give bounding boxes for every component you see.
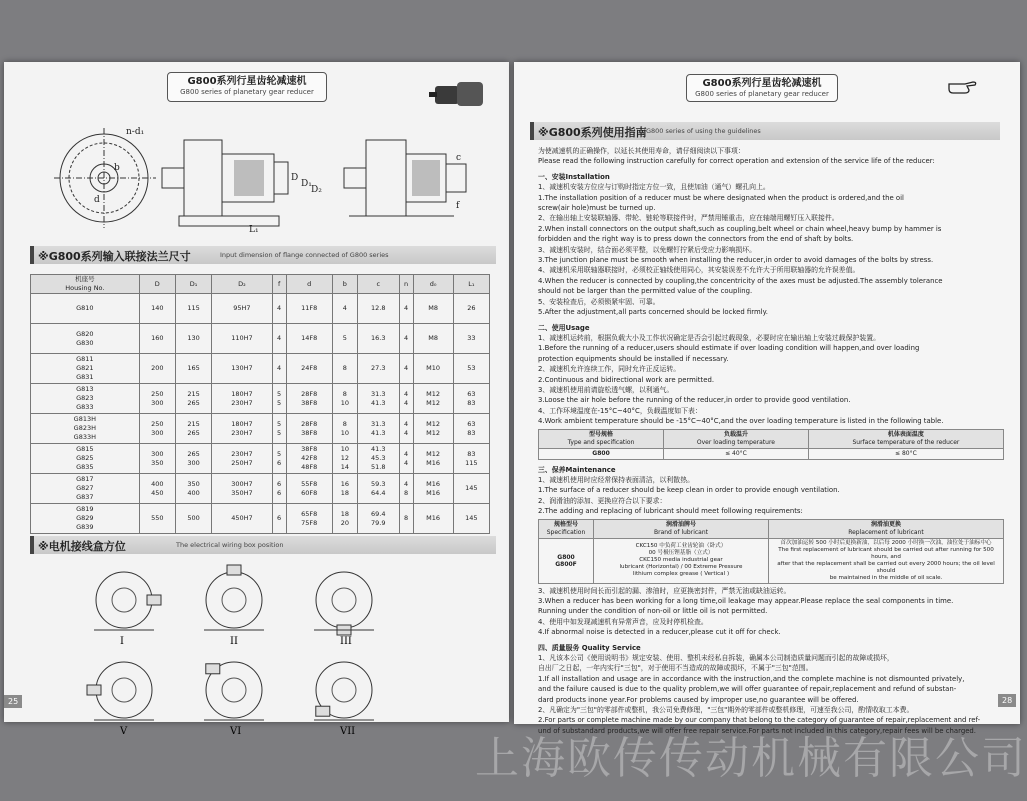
temp-header: 负载温升: [723, 430, 748, 438]
table-cell: 6: [272, 504, 286, 534]
dim-f-label: f: [456, 201, 460, 211]
wiring-position-diagram: [314, 572, 374, 647]
wiring-section-subtitle: The electrical wiring box position: [176, 541, 284, 549]
right-header-title: G800系列行星齿轮减速机: [702, 78, 822, 89]
table-cell: 400 450: [139, 474, 175, 504]
table-cell: 33: [453, 324, 489, 354]
wiring-position-label: I: [120, 636, 124, 647]
table-header-cell: c: [357, 275, 399, 294]
table-cell: 63 83: [453, 384, 489, 414]
table-cell: 160: [139, 324, 175, 354]
guide-line: dard products inone year.For problems caused by improper use,no guarantee will be offered.: [538, 695, 859, 704]
guide-line: 1.The installation position of a reducer must be where designated when the product is ordered,and the oil: [538, 193, 904, 202]
table-cell: M16: [413, 504, 453, 534]
dim-d-label: d: [94, 195, 100, 205]
table-cell: 31.3 41.3: [357, 414, 399, 444]
table-cell: G811 G821 G831: [31, 354, 140, 384]
wiring-box-diagrams: [84, 562, 444, 742]
lube-header-en: Specification: [546, 528, 586, 536]
table-cell: 200: [139, 354, 175, 384]
table-cell: 145: [453, 504, 489, 534]
table-cell: 5 5: [272, 384, 286, 414]
right-header-subtitle: G800 series of planetary gear reducer: [695, 90, 829, 98]
table-row: [31, 474, 490, 504]
wiring-section-header: [30, 536, 496, 554]
guide-line: 一、安装Installation: [538, 172, 610, 181]
guide-line: 4、工作环境温度在-15°C~40°C，负载温度如下表：: [538, 406, 702, 415]
left-header: [167, 72, 327, 102]
guide-line: protection equipments should be installed if necessary.: [538, 354, 729, 363]
table-cell: 300 350: [139, 444, 175, 474]
guide-line: 5、安装检查后，必须锁紧牢固、可靠。: [538, 297, 660, 306]
table-cell: 4: [332, 294, 357, 324]
guide-section-title: ※G800系列使用指南: [538, 126, 647, 139]
wiring-position-diagram: [204, 565, 264, 647]
table-cell: 59.3 64.4: [357, 474, 399, 504]
lubricant-table: [538, 519, 1004, 584]
guide-line: 2、减速机允许连续工作，同时允许正反运转。: [538, 365, 681, 374]
table-cell: 8 10: [332, 384, 357, 414]
temp-header-en: Surface temperature of the reducer: [852, 438, 960, 446]
table-cell: 215 265: [175, 414, 211, 444]
table-cell: 31.3 41.3: [357, 384, 399, 414]
flange-section-title: ※G800系列输入联接法兰尺寸: [38, 250, 191, 263]
guide-line: 2.Continuous and bidirectional work are permitted.: [538, 375, 715, 384]
temp-cell: ≤ 40°C: [664, 448, 809, 459]
table-cell: 215 265: [175, 384, 211, 414]
table-cell: 83 115: [453, 444, 489, 474]
table-cell: 4: [399, 324, 413, 354]
table-header-cell: D₂: [212, 275, 273, 294]
wiring-position-label: VII: [340, 726, 356, 737]
table-cell: 180H7 230H7: [212, 414, 273, 444]
table-cell: 265 300: [175, 444, 211, 474]
left-header-subtitle: G800 series of planetary gear reducer: [180, 88, 314, 96]
guide-line: 1.The surface of a reducer should be keep clean in order to provide enough ventilation.: [538, 486, 840, 495]
table-cell: M10: [413, 354, 453, 384]
table-cell: 16.3: [357, 324, 399, 354]
table-cell: 8: [332, 354, 357, 384]
wiring-position-diagram: [87, 662, 154, 737]
table-cell: 230H7 250H7: [212, 444, 273, 474]
guide-line: und of substandard products,we will offer free repair service.For parts not included in this category,repair fees will be charged.: [538, 726, 976, 735]
table-cell: 4 4: [399, 384, 413, 414]
table-cell: 4 4: [399, 444, 413, 474]
table-cell: 4: [272, 324, 286, 354]
table-row: [31, 294, 490, 324]
guide-line: 3.When a reducer has been working for a long time,oil leakage may appear.Please replace the seal components in time.: [538, 597, 954, 605]
lube-cell: 首次加油运转 500 小时后更换新油，以后每 2000 小时换一次油，油位处于油标中心 The first replacement of lubricant should be carried out after running for 500 hours, and after that the replacement shall be carried out every 2000 hours; the oil level should be maintained in the middle of oil scale.: [769, 538, 1004, 583]
flange-section-subtitle: Input dimension of flange connected of G800 series: [220, 251, 389, 259]
table-header-cell: n: [399, 275, 413, 294]
dimension-drawings: [44, 120, 484, 240]
dim-D2-label: D₂: [311, 185, 322, 195]
table-cell: M12 M12: [413, 414, 453, 444]
guide-line: 1、减速机使用时应经常保持表面清洁，以利散热。: [538, 475, 694, 484]
temperature-table: [538, 429, 1004, 460]
temp-header-en: Over loading temperature: [696, 438, 775, 446]
table-header-cell: L₁: [453, 275, 489, 294]
guide-line: and the failure caused is due to the quality problem,we will offer guarantee of repair,replacement and refund of substan-: [538, 685, 957, 694]
table-header-cell: d: [286, 275, 332, 294]
guide-line: 1、减速机安装方位应与订购时指定方位一致，且使加油（通气）螺孔向上。: [538, 183, 770, 192]
guide-line: 2、润滑油的添加、更换应符合以下要求：: [538, 496, 667, 505]
guide-line: 三、保养Maintenance: [538, 465, 616, 474]
table-row: [31, 504, 490, 534]
table-cell: 500: [175, 504, 211, 534]
table-cell: 115: [175, 294, 211, 324]
flange-section-header: [30, 246, 496, 264]
table-cell: M12 M12: [413, 384, 453, 414]
table-cell: 11F8: [286, 294, 332, 324]
lube-cell: CKC150 中负荷工业齿轮油（卧式） 00 号极压锂基脂（立式） CKC150 media industrial gear lubricant (Horizontal) / 00 Extreme Pressure lithium complex grease ( Vertical ): [594, 538, 769, 583]
guide-line: 2.The adding and replacing of lubricant should meet following requirements:: [538, 507, 803, 516]
guide-line: 3.Loose the air hole before the running of the reducer,in order to provide good ventilation.: [538, 396, 851, 405]
table-cell: 450H7: [212, 504, 273, 534]
guide-line: forbidden and the right way is to press down the connectors from the end of shaft by bolts.: [538, 235, 854, 244]
guide-line: 4、减速机采用联轴器联接时，必须校正轴线使用同心，其安装误差不允许大于所用联轴器的允许误差值。: [538, 266, 860, 275]
dim-nd-label: n-d₁: [126, 127, 145, 137]
table-cell: 4 4: [399, 414, 413, 444]
flange-dimension-table: [30, 274, 490, 534]
guide-line: 自出厂之日起，一年内实行"三包"，对于使用不当造成的故障或损坏，不属于"三包"范围。: [538, 664, 813, 673]
lube-header-en: Brand of lubricant: [653, 528, 708, 536]
table-cell: 69.4 79.9: [357, 504, 399, 534]
right-page: [514, 62, 1020, 735]
table-cell: 300H7 350H7: [212, 474, 273, 504]
guide-line: screw(air hole)must be turned up.: [538, 204, 656, 213]
dim-D1-label: D₁: [301, 179, 312, 189]
table-cell: G817 G827 G837: [31, 474, 140, 504]
guide-section-header: [530, 122, 1000, 140]
table-cell: 14F8: [286, 324, 332, 354]
temp-cell: ≤ 80°C: [808, 448, 1003, 459]
table-cell: 55F8 60F8: [286, 474, 332, 504]
left-page-number: 25: [4, 695, 22, 708]
table-cell: 5 5: [272, 414, 286, 444]
table-cell: 12.8: [357, 294, 399, 324]
left-header-title: G800系列行星齿轮减速机: [187, 76, 307, 87]
table-cell: G813 G823 G833: [31, 384, 140, 414]
guide-line: should not be larger than the permitted value of the coupling.: [538, 287, 753, 296]
table-cell: 24F8: [286, 354, 332, 384]
guide-line: Please read the following instruction carefully for correct operation and extension of the service life of the reducer:: [538, 157, 935, 166]
table-cell: 63 83: [453, 414, 489, 444]
guide-line: 3、减速机使用前请旋松透气螺，以利通气。: [538, 385, 674, 394]
table-row: [31, 444, 490, 474]
table-cell: 4: [399, 294, 413, 324]
guide-line: 2.When install connectors on the output shaft,such as coupling,belt wheel or chain wheel,heavy bump by hammer is: [538, 224, 942, 233]
table-cell: 10 12 14: [332, 444, 357, 474]
table-cell: 38F8 42F8 48F8: [286, 444, 332, 474]
table-cell: G815 G825 G835: [31, 444, 140, 474]
table-cell: 110H7: [212, 324, 273, 354]
table-header-cell: d₀: [413, 275, 453, 294]
dim-l1-label: L₁: [249, 225, 259, 235]
table-header-cell: D: [139, 275, 175, 294]
table-cell: 5: [332, 324, 357, 354]
wiring-position-diagram: [94, 572, 161, 647]
lube-cell: G800 G800F: [539, 538, 594, 583]
table-cell: 53: [453, 354, 489, 384]
table-cell: M12 M16: [413, 444, 453, 474]
table-cell: 41.3 45.3 51.8: [357, 444, 399, 474]
table-row: [31, 414, 490, 444]
lube-header: 润滑油牌号: [665, 520, 696, 528]
reducer-product-icon: [429, 76, 489, 112]
table-cell: 4: [399, 354, 413, 384]
guide-line: 3、减速机安装时，结合面必须平整，以免螺钉拧紧后受应力影响损坏。: [538, 245, 756, 254]
guide-line: 为使减速机的正确操作，以延长其使用寿命，请仔细阅读以下事项：: [538, 147, 745, 155]
wiring-position-label: V: [120, 726, 128, 737]
temp-header: 型号规格: [589, 430, 614, 438]
table-cell: 250 300: [139, 384, 175, 414]
table-cell: M8: [413, 324, 453, 354]
table-row: [31, 324, 490, 354]
table-header-cell: D₁: [175, 275, 211, 294]
pointing-hand-icon: [947, 76, 979, 96]
temp-header: 机体表面温度: [887, 430, 924, 438]
guide-line: Running under the condition of non-oil or little oil is not permitted.: [538, 607, 768, 616]
dim-D-label: D: [291, 173, 299, 183]
table-cell: 165: [175, 354, 211, 384]
guide-line: 1.If all installation and usage are in accordance with the instruction,and the complete machine is not dismounted privately,: [538, 674, 965, 683]
wiring-position-label: VI: [230, 726, 242, 737]
table-cell: 8: [399, 504, 413, 534]
table-cell: 16 18: [332, 474, 357, 504]
guide-body-text: [538, 146, 1008, 736]
table-cell: M8: [413, 294, 453, 324]
table-cell: 250 300: [139, 414, 175, 444]
table-cell: 26: [453, 294, 489, 324]
wiring-position-label: II: [230, 636, 238, 647]
table-cell: G810: [31, 294, 140, 324]
guide-line: 2.For parts or complete machine made by our company that belong to the category of guarantee of repair,replacement and ref-: [538, 716, 981, 725]
table-cell: 145: [453, 474, 489, 504]
table-cell: 130H7: [212, 354, 273, 384]
table-cell: 550: [139, 504, 175, 534]
table-cell: 350 400: [175, 474, 211, 504]
right-header: [686, 74, 838, 102]
temp-cell: G800: [539, 448, 664, 459]
wiring-position-diagram: [204, 662, 264, 737]
table-cell: 130: [175, 324, 211, 354]
table-cell: 95H7: [212, 294, 273, 324]
guide-line: 4.If abnormal noise is detected in a reducer,please cut it off for check.: [538, 628, 781, 637]
table-cell: 28F8 38F8: [286, 384, 332, 414]
table-cell: 28F8 38F8: [286, 414, 332, 444]
guide-line: 3、减速机使用时间长而引起的漏、渗油时，应更换密封件，严禁无油或缺油运转。: [538, 586, 791, 595]
lube-header: 规格型号: [553, 520, 578, 528]
guide-line: 2、凡确定为"三包"的零部件或整机，我公司免费修理，"三包"期外的零部件或整机修理，可速至我公司，酌情收取工本费。: [538, 706, 914, 715]
right-page-number: 28: [998, 694, 1016, 707]
guide-line: 1、减速机运转前，根据负载大小及工作状况确定是否会引起过载现象，必要时应在输出轴上安装过载保护装置。: [538, 333, 881, 342]
company-watermark: 上海欧传传动机械有限公司: [475, 733, 1027, 784]
table-cell: 4: [272, 354, 286, 384]
guide-line: 2、在输出轴上安装联轴器、带轮、链轮等联接件时，严禁用锤重击，应在轴端用螺钉压入联接件。: [538, 214, 839, 223]
table-header-cell: 机座号 Housing No.: [31, 275, 140, 294]
lube-header: 润滑油更换: [870, 520, 901, 528]
table-cell: 8 10: [332, 414, 357, 444]
table-cell: G820 G830: [31, 324, 140, 354]
guide-line: 1.Before the running of a reducer,users should estimate if over loading condition will happen,and over loading: [538, 344, 920, 353]
wiring-position-label: III: [340, 636, 352, 647]
table-header-cell: b: [332, 275, 357, 294]
table-cell: 18 20: [332, 504, 357, 534]
table-cell: 140: [139, 294, 175, 324]
guide-line: 5.After the adjustment,all parts concerned should be locked firmly.: [538, 308, 768, 317]
table-cell: 6 6: [272, 474, 286, 504]
guide-line: 四、质量服务 Quality Service: [538, 643, 641, 652]
guide-line: 3.The junction plane must be smooth when installing the reducer,in order to avoid damages of the bolts by stress.: [538, 256, 934, 265]
guide-line: 二、使用Usage: [538, 323, 590, 332]
guide-line: 4、使用中如发现减速机有异常声音，应及时停机检查。: [538, 617, 708, 626]
dim-c-label: c: [456, 153, 462, 163]
lube-header-en: Replacement of lubricant: [848, 528, 924, 536]
table-cell: 180H7 230H7: [212, 384, 273, 414]
table-row: [31, 384, 490, 414]
table-row: [31, 354, 490, 384]
left-page: [4, 62, 509, 737]
table-cell: G813H G823H G833H: [31, 414, 140, 444]
table-cell: G819 G829 G839: [31, 504, 140, 534]
table-cell: 4: [272, 294, 286, 324]
table-cell: 65F8 75F8: [286, 504, 332, 534]
table-cell: M16 M16: [413, 474, 453, 504]
temp-header-en: Type and specification: [567, 438, 635, 446]
table-cell: 5 6: [272, 444, 286, 474]
table-cell: 27.3: [357, 354, 399, 384]
guide-line: 4.When the reducer is connected by coupling,the concentricity of the axes must be adjusted.The assembly tolerance: [538, 276, 943, 285]
wiring-section-title: ※电机接线盒方位: [38, 540, 126, 553]
table-header-cell: f: [272, 275, 286, 294]
guide-section-subtitle: G800 series of using the guidelines: [646, 127, 761, 135]
guide-line: 1、凡该本公司《使用说明书》规定安装、使用、整机未经私自拆装，确属本公司制造质量问题而引起的故障或损坏，: [538, 654, 894, 663]
wiring-position-diagram: [314, 662, 374, 737]
table-cell: 4 8: [399, 474, 413, 504]
dim-b-label: b: [114, 163, 120, 173]
guide-line: 4.Work ambient temperature should be -15°C~40°C,and the over loading temperature is listed in the following table.: [538, 417, 944, 426]
